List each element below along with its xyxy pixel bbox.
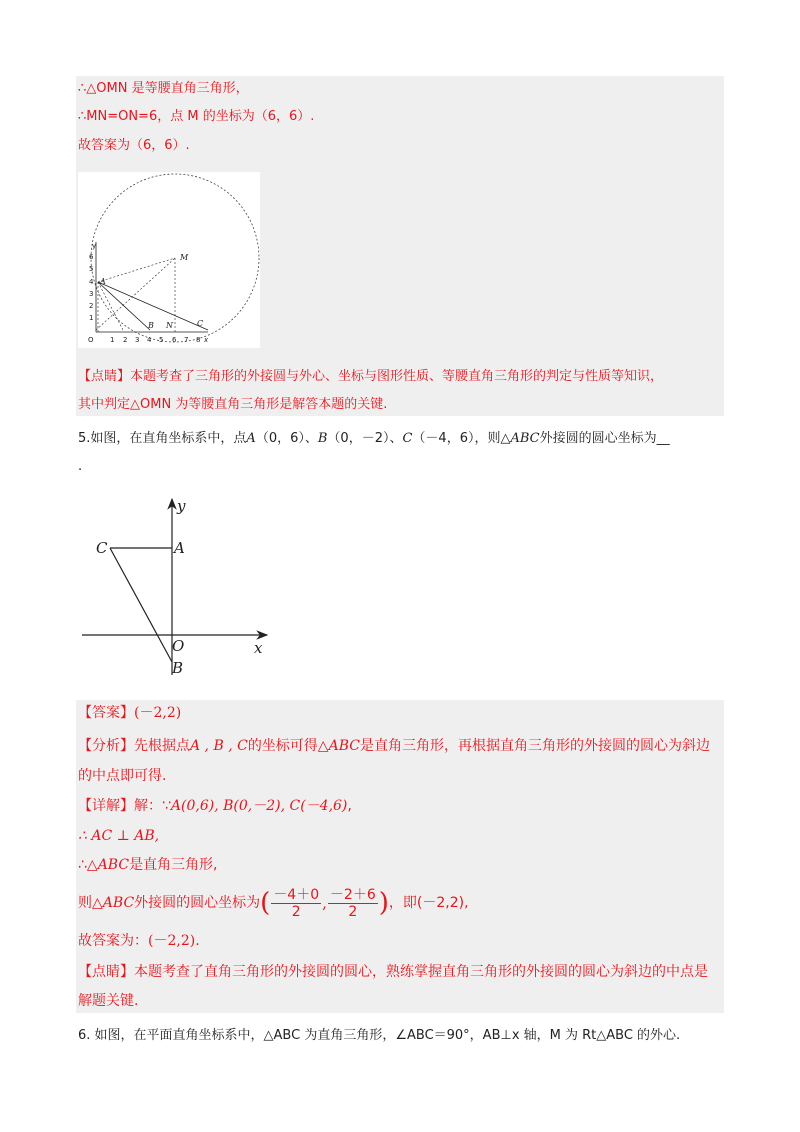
point-a: A [246, 431, 256, 446]
coord-text: （0，6）、 [255, 431, 318, 446]
analysis-text: 的坐标可得△ [247, 738, 329, 754]
y-tick-label: 5 [89, 265, 94, 273]
detail-line-3 [78, 856, 218, 874]
y-axis-label: y [177, 497, 186, 515]
y-tick-label: 4 [89, 278, 94, 286]
question-text: 外接圆的圆心坐标为 [539, 431, 657, 446]
y-tick-label: 2 [89, 302, 94, 310]
detail-text: ，即(－2,2), [388, 895, 469, 911]
answer-tag: 【答案】 [78, 705, 134, 721]
x-tick-label: 6 [172, 336, 177, 344]
fraction-denominator: 2 [291, 903, 301, 920]
detail-line-1 [78, 797, 352, 815]
x-tick-label: 4 [147, 336, 152, 344]
points-abc: A , B , C [190, 738, 248, 754]
analysis-text: 先根据点 [134, 738, 190, 754]
analysis-tag: 【分析】 [78, 738, 134, 754]
detail-text: 外接圆的圆心坐标为 [134, 895, 261, 911]
fraction-y [328, 887, 378, 920]
fraction-x [271, 887, 321, 920]
text-line: 故答案为（6，6）. [78, 138, 190, 153]
detail-math: A(0,6), B(0,－2), C(－4,6) [170, 798, 348, 814]
analysis-text: 是直角三角形，再根据直角三角形的外接圆的圆心为斜边 [359, 738, 710, 754]
x-tick-label: 3 [135, 336, 140, 344]
text-line: ∴MN=ON=6，点 M 的坐标为（6，6）. [78, 109, 315, 124]
fraction-numerator: －2＋6 [329, 886, 376, 903]
point-label-m: M [180, 253, 189, 262]
x-axis-label: x [204, 336, 209, 344]
point-c: C [402, 431, 413, 446]
detail-text: , [347, 798, 352, 814]
point-b: B [317, 431, 328, 446]
detail-text: ∴△ [78, 857, 98, 873]
triangle-abc: ABC [97, 857, 130, 873]
point-label-a: A [100, 277, 106, 286]
detail-line-4 [78, 884, 469, 922]
y-tick-label: 6 [89, 253, 94, 261]
analysis-line-2: 的中点即可得. [78, 768, 167, 784]
analysis-line-1 [78, 737, 710, 755]
y-tick-label: 1 [89, 314, 94, 322]
x-tick-label: 1 [110, 336, 115, 344]
x-tick-label: 7 [184, 336, 189, 344]
y-tick-label: 3 [89, 290, 94, 298]
point-label-b: B [148, 321, 154, 330]
question-5-line-1 [78, 430, 670, 448]
detail-tag: 【详解】 [78, 798, 134, 814]
point-label-c: C [96, 539, 108, 557]
detail-line-2: ∴ AC ⊥ AB, [78, 828, 160, 844]
detail-text: 则△ [78, 895, 103, 911]
paren-open: ( [260, 888, 271, 918]
x-tick-label: 2 [123, 336, 128, 344]
origin-label: O [88, 336, 94, 344]
triangle-abc: ABC [102, 895, 135, 911]
y-axis-label: y [92, 242, 97, 250]
paren-close: ) [378, 888, 389, 918]
comma: , [322, 894, 327, 912]
dianjing-line: 其中判定△OMN 为等腰直角三角形是解答本题的关键. [78, 397, 388, 412]
question-6-line: 6. 如图，在平面直角坐标系中，△ABC 为直角三角形，∠ABC＝90°，AB⊥x 轴，M 为 Rt△ABC 的外心. [78, 1028, 681, 1043]
text-line: ∴△OMN 是等腰直角三角形， [78, 81, 249, 96]
dianjing-line: 【点睛】本题考查了三角形的外接圆与外心、坐标与图形性质、等腰直角三角形的判定与性质等知识， [78, 369, 664, 384]
x-axis-label: x [254, 639, 263, 657]
answer-blank: __ [656, 431, 670, 446]
figure-circle-diagram [78, 172, 260, 348]
point-label-b: B [172, 659, 184, 677]
answer-line [78, 704, 181, 722]
fraction-denominator: 2 [348, 903, 358, 920]
question-text: 如图，在直角坐标系中，点 [90, 431, 247, 446]
dianjing-line: 【点睛】本题考查了直角三角形的外接圆的圆心，熟练掌握直角三角形的外接圆的圆心为斜边的中点是 [78, 964, 708, 980]
dianjing-line: 解题关键. [78, 993, 139, 1009]
triangle-abc: ABC [328, 738, 360, 754]
answer-value: (－2,2) [134, 705, 182, 721]
detail-text: 解：∵ [134, 798, 171, 814]
point-label-n: N [166, 321, 173, 330]
detail-answer: (－2,2). [148, 933, 200, 949]
figure-coordinate-triangle [82, 495, 272, 680]
coord-text: （0，－2）、 [327, 431, 403, 446]
point-label-c: C [197, 319, 204, 328]
x-tick-label: 5 [159, 336, 164, 344]
coord-text: （－4，6），则△ [412, 431, 511, 446]
origin-label: O [172, 637, 185, 655]
triangle-abc: ABC [510, 431, 540, 446]
question-5-line-2: . [78, 459, 83, 474]
detail-text: 是直角三角形, [129, 857, 218, 873]
detail-line-5 [78, 932, 200, 950]
detail-text: 故答案为： [78, 933, 148, 949]
point-label-a: A [174, 539, 185, 557]
question-number: 5. [78, 431, 91, 446]
x-tick-label: 8 [196, 336, 201, 344]
fraction-numerator: －4＋0 [273, 886, 320, 903]
